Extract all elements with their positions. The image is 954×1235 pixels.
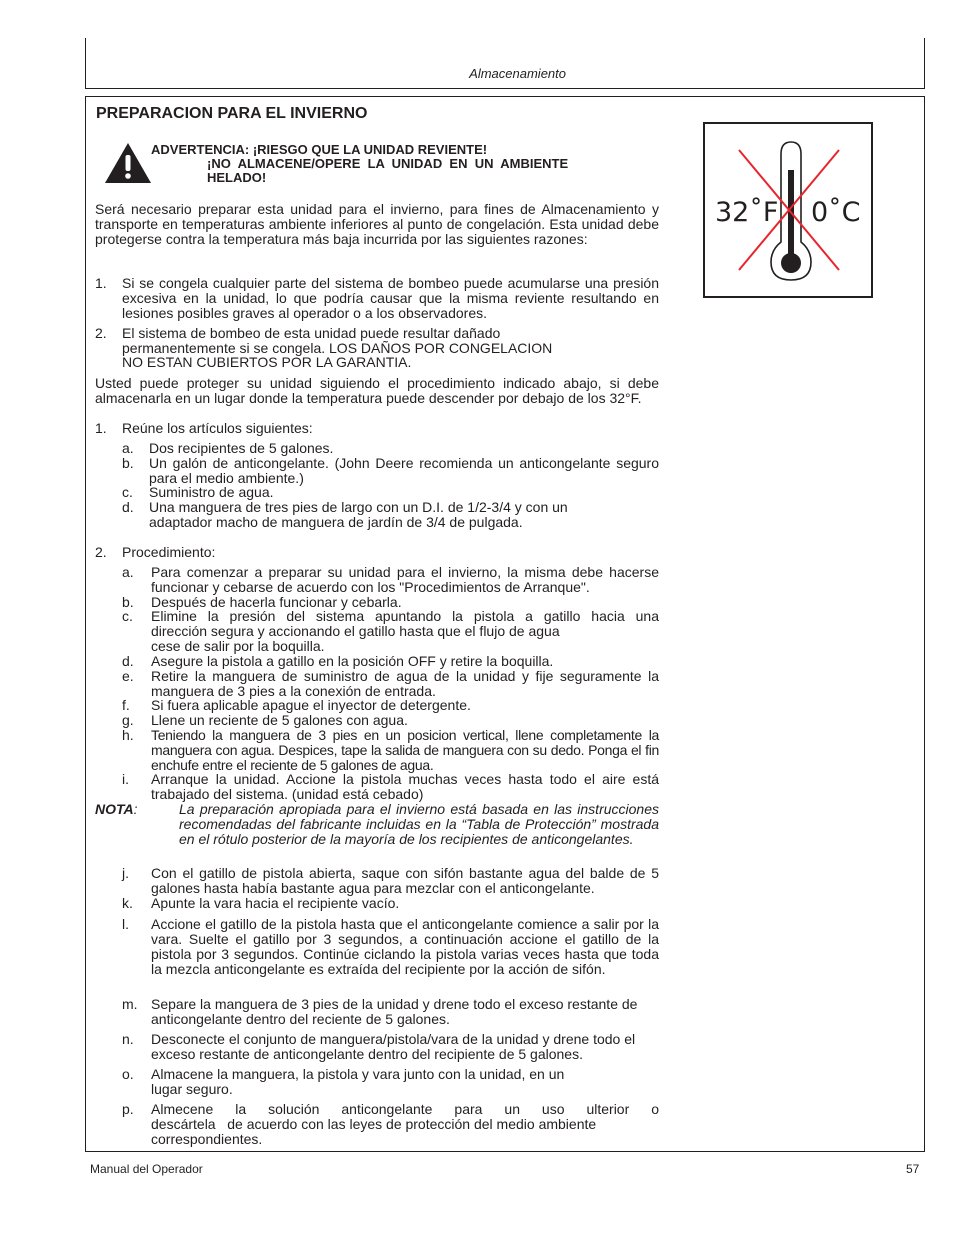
step-2-item-letter: i. xyxy=(122,771,129,787)
step-2-item-letter: c. xyxy=(122,608,133,624)
step-2-item-text: Llene un reciente de 5 galones con agua. xyxy=(151,712,408,728)
reason-1-text: Si se congela cualquier parte del sistema de bombeo puede acumularse una presión excesiva en la unidad, lo que podría causar que la misma reviente resultando en lesiones posibles graves al operador o a los observadores. xyxy=(122,275,659,321)
step-1-label: Reúne los artículos siguientes: xyxy=(122,420,313,436)
step-2-item-text: Separe la manguera de 3 pies de la unidad y drene todo el exceso restante de anticongelante dentro del reciente de 5 galones. xyxy=(151,996,638,1027)
step-2-item-letter: a. xyxy=(122,564,134,580)
step-2-item-letter: p. xyxy=(122,1101,134,1117)
warning-triangle-icon xyxy=(104,142,152,184)
step-1-item-letter: d. xyxy=(122,499,134,515)
footer-manual-title: Manual del Operador xyxy=(90,1162,203,1176)
page-number: 57 xyxy=(906,1162,920,1176)
step-2-item-line-1: Almecene la solución anticongelante para un uso ulterior o xyxy=(151,1101,659,1117)
section-title: PREPARACION PARA EL INVIERNO xyxy=(96,105,368,122)
step-2-item-letter: g. xyxy=(122,712,134,728)
step-2-item-letter: o. xyxy=(122,1066,134,1082)
reason-1-number: 1. xyxy=(95,275,107,291)
step-2-item-text: Desconecte el conjunto de manguera/pistola/vara de la unidad y drene todo el exceso restante de anticongelante dentro del recipiente de 5 galones. xyxy=(151,1031,636,1062)
step-1-item-letter: b. xyxy=(122,455,134,471)
fahrenheit-label: 32˚F xyxy=(715,197,779,228)
step-2-item-letter: n. xyxy=(122,1031,134,1047)
note-colon: : xyxy=(133,801,138,817)
warning-line-3: HELADO! xyxy=(207,170,267,185)
step-2-item-line-3: cese de salir por la boquilla. xyxy=(151,638,325,654)
step-2-item-line-1: Elimine la presión del sistema apuntando la pistola a gatillo hacia una xyxy=(151,608,659,624)
protect-paragraph: Usted puede proteger su unidad siguiendo el procedimiento indicado abajo, si debe almacenarla en un lugar donde la temperatura puede descender por debajo de los 32°F. xyxy=(95,375,659,406)
step-2-item-line-2: dirección segura y accionando el gatillo hasta que el flujo de agua xyxy=(151,623,560,639)
step-2-item-text: Teniendo la manguera de 3 pies en un posicion vertical, llene completamente la manguera con agua. Despices, tape la salida de manguera con su dedo. Ponga el fin enchufe entre el reciente de 5 galones de agua. xyxy=(151,727,659,773)
reason-2-line-3: NO ESTAN CUBIERTOS POR LA GARANTIA. xyxy=(122,354,412,370)
note-label: NOTA xyxy=(95,801,134,817)
step-2-label: Procedimiento: xyxy=(122,544,216,560)
intro-paragraph: Será necesario preparar esta unidad para el invierno, para fines de Almacenamiento y transporte en temperaturas ambiente inferiores al punto de congelación. Esta unidad debe protegerse contra la temperatura más baja incurrida por las siguientes razones: xyxy=(95,201,659,247)
step-2-item-letter: k. xyxy=(122,895,133,911)
step-1-item-letter: a. xyxy=(122,440,134,456)
step-2-item-text: Arranque la unidad. Accione la pistola muchas veces hasta todo el aire está trabajado del sistema. (unidad está cebado) xyxy=(151,771,659,802)
warning-line-2: ¡NO ALMACENE/OPERE LA UNIDAD EN UN AMBIENTE xyxy=(207,156,569,171)
step-1-item-letter: c. xyxy=(122,484,133,500)
step-2-item-text: Asegure la pistola a gatillo en la posición OFF y retire la boquilla. xyxy=(151,653,554,669)
step-1-number: 1. xyxy=(95,420,107,436)
note-text: La preparación apropiada para el invierno está basada en las instrucciones recomendadas del fabricante incluidas en la “Tabla de Protección” mostrada en el rótulo posterior de la mayoría de los recipientes de anticongelantes. xyxy=(179,801,659,847)
step-2-item-letter: j. xyxy=(122,865,129,881)
step-2-item-letter: e. xyxy=(122,668,134,684)
step-1-item-line-1: Una manguera de tres pies de largo con un D.I. de 1/2-3/4 y con un xyxy=(149,499,568,515)
step-1-item-text: Un galón de anticongelante. (John Deere recomienda un anticongelante seguro para el medio ambiente.) xyxy=(149,455,659,486)
running-header xyxy=(85,38,925,89)
step-2-item-letter: b. xyxy=(122,594,134,610)
step-2-item-letter: h. xyxy=(122,727,134,743)
step-2-item-letter: l. xyxy=(122,916,129,932)
step-2-item-text: Retire la manguera de suministro de agua de la unidad y fije seguramente la manguera de 3 pies a la conexión de entrada. xyxy=(151,668,659,699)
step-2-item-line-2: lugar seguro. xyxy=(151,1081,233,1097)
step-1-item-text: Dos recipientes de 5 galones. xyxy=(149,440,334,456)
step-2-item-text: Apunte la vara hacia el recipiente vacío. xyxy=(151,895,400,911)
note-label-line xyxy=(95,802,138,817)
step-2-item-line-3: correspondientes. xyxy=(151,1131,263,1147)
step-2-item-letter: f. xyxy=(122,697,130,713)
step-2-item-text: Para comenzar a preparar su unidad para el invierno, la misma debe hacerse funcionar y cebarse de acuerdo con los "Procedimientos de Arranque". xyxy=(151,564,659,595)
celsius-label: 0˚C xyxy=(811,197,861,228)
thermometer-graphic xyxy=(703,122,873,298)
reason-2-line-2: permanentemente si se congela. LOS DAÑOS POR CONGELACION xyxy=(122,340,553,356)
step-2-item-text: Accione el gatillo de la pistola hasta que el anticongelante comience a salir por la vara. Suelte el gatillo por 3 segundos, a continuación accione el gatillo de la pistola por 3 segundos. Continúe ciclando la pistola varias veces hasta que toda la mezcla anticongelante es extraída del recipiente por la acción de sifón. xyxy=(151,916,659,977)
step-2-item-letter: d. xyxy=(122,653,134,669)
step-2-number: 2. xyxy=(95,544,107,560)
step-2-item-line-1: Almacene la manguera, la pistola y vara junto con la unidad, en un xyxy=(151,1066,565,1082)
step-2-item-letter: m. xyxy=(122,996,138,1012)
step-1-item-line-2: adaptador macho de manguera de jardín de 3/4 de pulgada. xyxy=(149,514,523,530)
step-2-item-line-2: descártela de acuerdo con las leyes de protección del medio ambiente xyxy=(151,1116,597,1132)
step-2-item-text: Si fuera aplicable apague el inyector de detergente. xyxy=(151,697,471,713)
warning-line-1: ADVERTENCIA: ¡RIESGO QUE LA UNIDAD REVIENTE! xyxy=(151,142,488,157)
step-2-item-text: Con el gatillo de pistola abierta, saque con sifón bastante agua del balde de 5 galones hasta había bastante agua para mezclar con el anticongelante. xyxy=(151,865,659,896)
step-1-item-text: Suministro de agua. xyxy=(149,484,274,500)
reason-2-number: 2. xyxy=(95,325,107,341)
reason-2-line-1: El sistema de bombeo de esta unidad puede resultar dañado xyxy=(122,325,501,341)
header-title: Almacenamiento xyxy=(469,66,566,81)
step-2-item-text: Después de hacerla funcionar y cebarla. xyxy=(151,594,402,610)
